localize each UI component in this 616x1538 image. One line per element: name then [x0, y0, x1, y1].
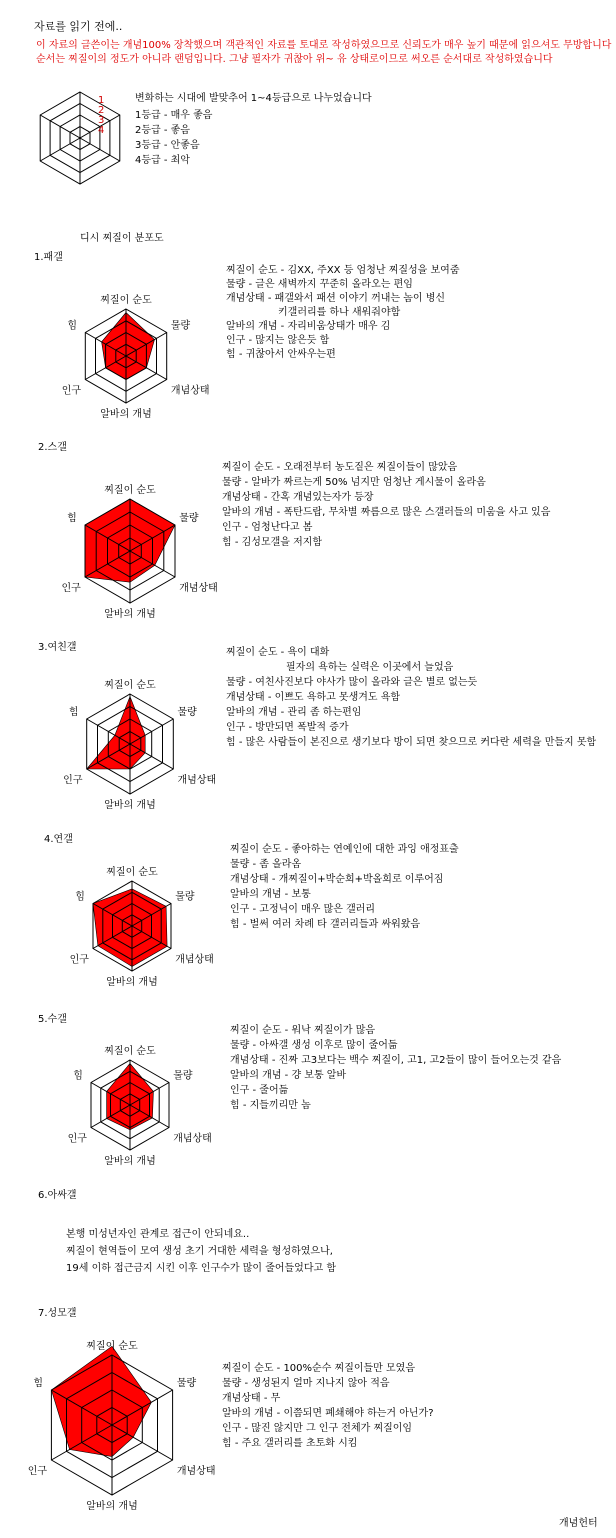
section-title: 5.수갤	[38, 1014, 67, 1025]
radar-axis-label: 인구	[67, 1133, 87, 1145]
section-description-line: 개념상태 - 진짜 고3보다는 백수 찌질이, 고1, 고2들이 많이 들어오는것 같음	[230, 1055, 562, 1066]
distribution-caption: 디시 찌질이 분포도	[80, 233, 164, 244]
legend-radar-chart	[28, 86, 132, 186]
section-title: 2.스갤	[38, 442, 67, 453]
section-title: 4.연갤	[44, 834, 73, 845]
radar-axis-label: 힘	[73, 1070, 83, 1082]
legend-ring-label-3: 3	[98, 115, 105, 126]
radar-axis-label: 물량	[170, 320, 191, 332]
radar-axis-label: 알바의 개념	[104, 609, 156, 620]
radar-axis-label: 알바의 개념	[86, 1501, 138, 1512]
section-description-line: 인구 - 방만되면 폭발적 증가	[226, 722, 349, 733]
radar-axis-label: 힘	[67, 513, 77, 524]
section-description-line: 찌질이 순도 - 좋아하는 연예인에 대한 과잉 애정표출	[230, 844, 459, 855]
radar-chart	[20, 1330, 220, 1530]
section-description-line: 찌질이 순도 - 욕이 대화	[226, 647, 330, 658]
legend-radar-grid	[40, 92, 120, 184]
section-description-line: 찌질이 순도 - 김XX, 주XX 등 엄청난 찌질성을 보여줌	[226, 265, 460, 276]
section-title: 6.아싸갤	[38, 1190, 77, 1201]
section-description-line: 인구 - 많진 않지만 그 인구 전체가 찌질이임	[222, 1423, 413, 1434]
radar-axis-label: 찌질이 순도	[86, 1341, 138, 1352]
radar-chart	[30, 656, 230, 856]
section-description-line: 본행 미성년자인 관계로 접근이 안되네요..	[66, 1229, 250, 1240]
section-description-line: 알바의 개념 - 이쯤되면 폐쇄해야 하는거 아닌가?	[222, 1408, 434, 1419]
section-title: 1.패갤	[34, 252, 63, 263]
section-description-line: 힘 - 귀찮아서 안싸우는편	[226, 349, 336, 360]
section-description-line: 인구 - 줄어듦	[230, 1085, 289, 1096]
radar-axis-label: 물량	[173, 1070, 193, 1082]
section-description-line: 힘 - 많은 사람들이 본진으로 생기보다 방이 되면 찾으므로 커다란 세력을 만들지 못함	[226, 737, 597, 748]
legend-ring-label-4: 4	[98, 125, 105, 136]
legend-grade-4: 4등급 - 최악	[135, 155, 190, 166]
radar-axis-label: 힘	[67, 320, 78, 332]
intro-red-line-1: 이 자료의 글쓴이는 개념100% 장착했으며 객관적인 자료를 토대로 작성하였으므로 신뢰도가 매우 높기 때문에 읽으셔도 무방합니다	[36, 40, 612, 51]
radar-axis-label: 찌질이 순도	[104, 1046, 156, 1057]
section-description-line: 힘 - 벌써 여러 차례 타 갤러리들과 싸워왔음	[230, 919, 421, 930]
legend-ring-label-1: 1	[98, 95, 105, 106]
section-description-line: 19세 이하 접근금지 시킨 이후 인구수가 많이 줄어들었다고 함	[66, 1263, 336, 1274]
radar-data-area	[87, 697, 146, 770]
section-description-line: 알바의 개념 - 관리 좀 하는편임	[226, 707, 362, 718]
section-description-line: 키갤러리를 하나 새워줘야함	[278, 307, 401, 318]
section-description-line: 알바의 개념 - 폭탄드랍, 무차별 짜름으로 많은 스갤러들의 미움을 사고 있음	[222, 507, 551, 518]
section-description-line: 개념상태 - 이쁘도 욕하고 못생겨도 욕함	[226, 692, 401, 703]
radar-axis-label: 개념상태	[175, 954, 214, 966]
legend-grade-1: 1등급 - 매우 좋음	[135, 110, 213, 121]
radar-axis-label: 물량	[177, 707, 197, 718]
section-description-line: 찌질이 순도 - 오래전부터 농도짙은 찌질이들이 많았음	[222, 462, 458, 473]
intro-heading: 자료를 읽기 전에..	[34, 20, 123, 33]
signature: 개념헌터	[559, 1518, 598, 1529]
radar-axis-label: 찌질이 순도	[106, 867, 158, 878]
radar-axis-label: 인구	[69, 954, 89, 966]
section-description-line: 인구 - 고정닉이 매우 많은 갤러리	[230, 904, 376, 915]
radar-axis-label: 개념상태	[179, 583, 218, 594]
section-description-line: 알바의 개념 - 보통	[230, 889, 311, 900]
radar-axis-label: 힘	[33, 1378, 44, 1389]
section-description-line: 물량 - 아싸갤 생성 이후로 많이 줄어듦	[230, 1040, 398, 1051]
radar-axis-label: 알바의 개념	[100, 409, 152, 420]
radar-axis-label: 물량	[175, 891, 195, 903]
section-title: 7.성모갤	[38, 1308, 77, 1319]
radar-axis-label: 힘	[75, 891, 85, 903]
radar-axis-label: 인구	[61, 583, 81, 594]
radar-axis-label: 개념상태	[177, 775, 217, 786]
radar-axis-label: 알바의 개념	[106, 977, 158, 988]
radar-axis-label: 힘	[68, 707, 79, 718]
section-description-line: 필자의 욕하는 실력은 이곳에서 늘었음	[286, 662, 454, 673]
section-description-line: 인구 - 엄청난다고 봄	[222, 522, 313, 533]
section-description-line: 찌질이 현역들이 모여 생성 초기 거대한 세력을 형성하였으나,	[66, 1246, 333, 1257]
radar-axis-label: 찌질이 순도	[104, 680, 156, 691]
legend-grade-2: 2등급 - 좋음	[135, 125, 190, 136]
radar-axis-label: 개념상태	[170, 385, 210, 397]
radar-axis-label: 물량	[176, 1378, 197, 1389]
section-description-line: 힘 - 김성모갤을 저지함	[222, 537, 323, 548]
radar-axis-label: 찌질이 순도	[100, 295, 152, 306]
section-description-line: 찌질이 순도 - 100%순수 찌질이들만 모였음	[222, 1363, 415, 1374]
intro-red-line-2: 순서는 찌질이의 정도가 아니라 랜덤입니다. 그냥 필자가 귀찮아 위~ 유 상태로이므로 써오른 순서대로 작성하였습니다	[36, 54, 553, 65]
section-description-line: 개념상태 - 개찌질이+박순희+박올희로 이루어짐	[230, 874, 444, 885]
section-description-line: 인구 - 많지는 않은듯 함	[226, 335, 330, 346]
radar-axis-label: 물량	[179, 513, 199, 524]
section-description-line: 물량 - 글은 새벽까지 꾸준히 올라오는 편임	[226, 279, 413, 290]
legend-title: 변화하는 시대에 발맞추어 1~4등급으로 나누었습니다	[135, 93, 372, 104]
section-description-line: 물량 - 좀 올라옴	[230, 859, 302, 870]
radar-axis-label: 알바의 개념	[104, 1156, 156, 1167]
section-description-line: 개념상태 - 패갤와서 패션 이야기 꺼내는 놈이 병신	[226, 293, 446, 304]
radar-axis-label: 인구	[27, 1466, 48, 1477]
radar-axis-label: 개념상태	[173, 1133, 212, 1145]
section-description-line: 힘 - 주요 갤러리를 초토화 시킴	[222, 1438, 358, 1449]
radar-chart	[30, 460, 230, 660]
legend-grade-3: 3등급 - 안좋음	[135, 140, 200, 151]
section-description-line: 물량 - 여친사진보다 야사가 많이 올라와 글은 별로 없는듯	[226, 677, 478, 688]
radar-axis-label: 찌질이 순도	[104, 485, 156, 496]
section-description-line: 개념상태 - 간혹 개념있는자가 등장	[222, 492, 374, 503]
radar-axis-label: 알바의 개념	[104, 800, 156, 811]
section-description-line: 힘 - 지들끼리만 놈	[230, 1100, 311, 1111]
section-description-line: 물량 - 생성된지 얼마 지나지 않아 적음	[222, 1378, 390, 1389]
section-description-line: 알바의 개념 - 자리비움상태가 매우 김	[226, 321, 391, 332]
radar-grid	[91, 1060, 169, 1150]
radar-axis-label: 인구	[63, 775, 83, 786]
section-description-line: 개념상태 - 무	[222, 1393, 281, 1404]
radar-axis-label: 인구	[61, 385, 82, 397]
section-description-line: 물량 - 알바가 짜르는게 50% 넘지만 엄청난 게시물이 올라옴	[222, 477, 486, 488]
radar-grid	[85, 309, 166, 403]
section-description-line: 알바의 개념 - 걍 보통 알바	[230, 1070, 347, 1081]
legend-ring-label-2: 2	[98, 105, 105, 116]
radar-grid	[87, 694, 174, 794]
section-description-line: 찌질이 순도 - 워낙 찌질이가 많음	[230, 1025, 376, 1036]
section-title: 3.여친갤	[38, 642, 77, 653]
radar-axis-label: 개념상태	[176, 1466, 216, 1477]
